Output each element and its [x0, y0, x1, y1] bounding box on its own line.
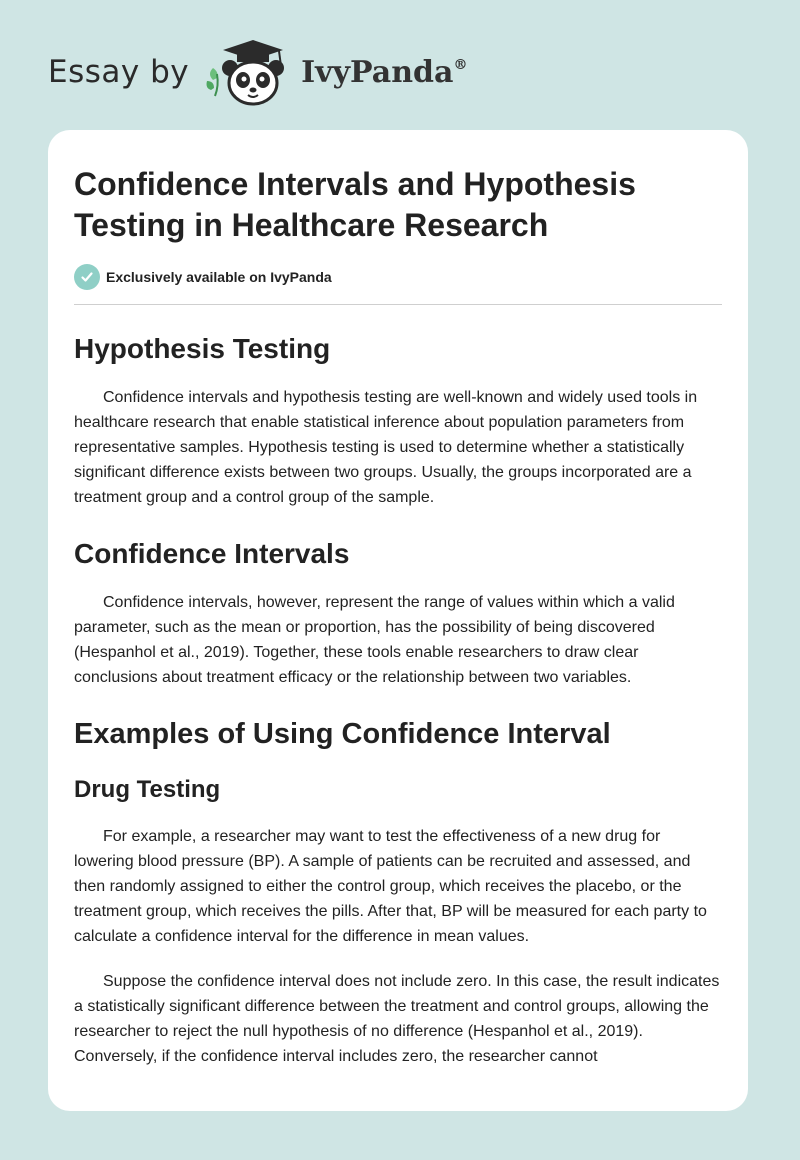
essay-card: [48, 130, 748, 1111]
section-heading: Confidence Intervals: [74, 538, 350, 569]
check-circle-icon: [74, 264, 100, 290]
section-heading: Hypothesis Testing: [74, 333, 331, 364]
paragraph: Confidence intervals and hypothesis testing are well-known and widely used tools in healthcare research that enable statistical inference about population parameters from representative samples. Hypothesis testing is used to determine whether a statistically significant difference exists between two groups. Usually, the groups incorporated are a treatment group and a control group of the sample.: [74, 389, 698, 506]
registered-mark: ®: [453, 56, 468, 73]
subsection-heading: Drug Testing: [74, 776, 221, 803]
essay-by-label: Essay by: [48, 54, 190, 90]
exclusive-badge: [74, 264, 722, 290]
site-header: [48, 36, 467, 108]
ivypanda-logo[interactable]: [203, 36, 467, 108]
paragraph: For example, a researcher may want to test the effectiveness of a new drug for lowering blood pressure (BP). A sample of patients can be recruited and assessed, and then randomly assigned to either the control group, which receives the placebo, or the treatment group, which receives the pills. After that, BP will be measured for each party to calculate a confidence interval for the difference in mean values.: [74, 828, 707, 945]
brand-name: IvyPanda®: [301, 54, 468, 90]
section-heading: Examples of Using Confidence Interval: [74, 718, 611, 750]
divider: [74, 304, 722, 305]
paragraph: Confidence intervals, however, represent the range of values within which a valid parameter, such as the mean or proportion, has the possibility of being discovered (Hespanhol et al., 2019). Together, these tools enable researchers to draw clear conclusions about treatment efficacy or the relationship between two variables.: [74, 594, 675, 686]
paragraph: Suppose the confidence interval does not include zero. In this case, the result indicates a statistically significant difference between the treatment and control groups, allowing the researcher to reject the null hypothesis of no difference (Hespanhol et al., 2019). Conversely, if the confidence interval includes zero, the researcher cannot: [74, 973, 720, 1065]
panda-graduate-icon: [203, 36, 295, 108]
badge-text: Exclusively available on IvyPanda: [106, 269, 332, 285]
essay-title: Confidence Intervals and Hypothesis Testing in Healthcare Research: [74, 166, 636, 243]
